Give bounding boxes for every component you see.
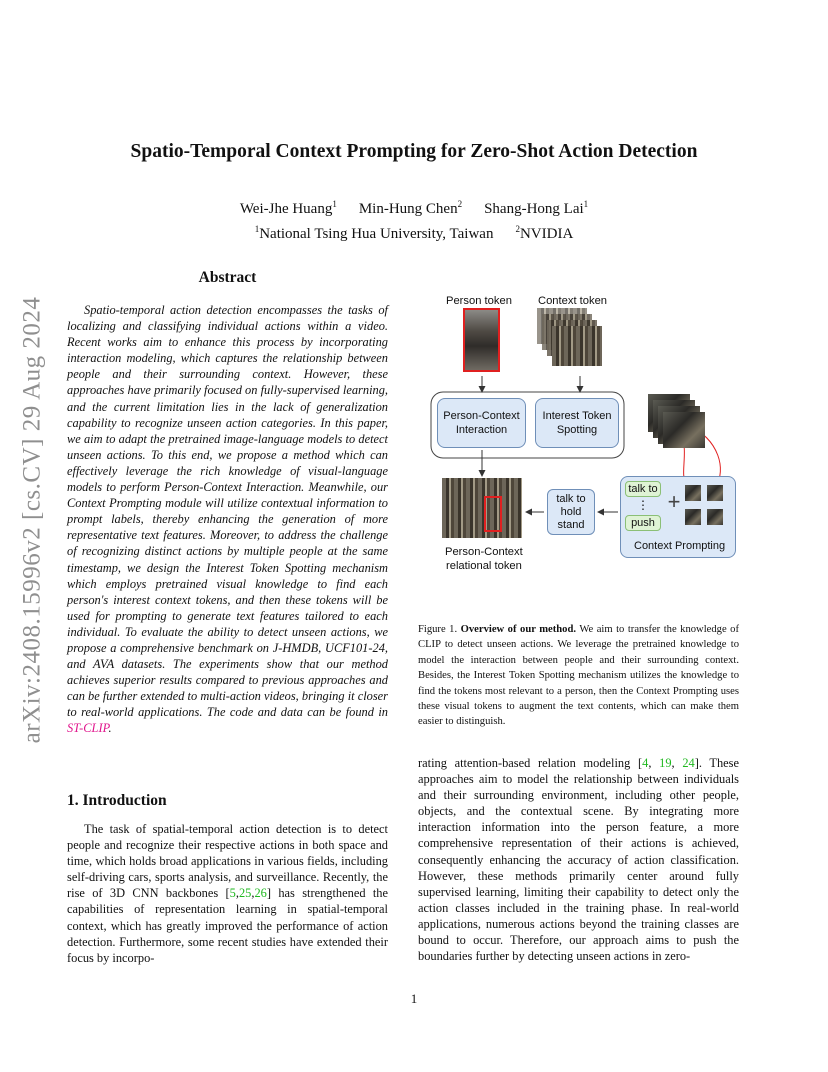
relational-token-label-1: Person-Context — [445, 546, 523, 558]
its-line-2: Spotting — [556, 424, 598, 436]
affiliation-line — [0, 219, 828, 244]
context-frame-4 — [552, 326, 602, 366]
figure-overview — [420, 290, 740, 580]
action-label-stand: stand — [557, 518, 585, 531]
figure-caption — [418, 622, 739, 730]
intro-left-column: The task of spatial-temporal action detection is to detect people and recognize their respective actions in both space and time, which holds broad applications in various fields, including self-driving cars, sports analysis, and surveillance. Recently, the rise of 3D CNN backbones [5,25,26] has strengthened the capabilities of representation learning in spatial-temporal context, which has greatly improved the performance of action detection. Furthermore, some recent studies have extended their focus by incorpo- — [67, 822, 388, 965]
token-stack-4 — [663, 412, 705, 448]
intro-right-text-b: ]. These approaches aim to model the relationship between individuals and their surrounding environment, including other people, objects, and the contextual scene. By integrating more interaction information into the person feature, a more comprehensive representation of their actions is achieved, consequently enhancing the accuracy of action classification. However, these methods primarily center around fully supervised learning, limiting their capability to detect only the action classes included in the training phase. In real-world applications, numerous actions beyond the training classes are bound to occur. Therefore, our approach aims to push the boundaries further by detecting unseen actions in zero- — [418, 756, 739, 964]
relational-token-image — [442, 478, 522, 538]
its-line-1: Interest Token — [542, 410, 612, 422]
affiliation-2-sup: 2 — [515, 224, 520, 234]
person-token-image — [463, 308, 500, 372]
intro-left-text-a: The task of spatial-temporal action detection is to detect people and recognize their respective actions in both space and time, which holds broad applications in various fields, including self-driving cars, sports analysis, and surveillance. Recently, the rise of 3D CNN backbones [ — [67, 822, 388, 901]
visual-token-4 — [707, 509, 723, 525]
arxiv-side-stamp — [12, 280, 52, 760]
code-link[interactable]: ST-CLIP — [67, 721, 109, 736]
abstract-end: . — [108, 721, 112, 736]
citation-25[interactable]: 25 — [238, 886, 252, 901]
action-label-talk-to: talk to — [556, 492, 586, 505]
prompt-ellipsis: ⋮ — [637, 498, 649, 512]
intro-right-column: rating attention-based relation modeling [4, 19, 24]. These approaches aim to model the relationship between individuals and their surrounding environment, including other people, objects, and the contextual scene. By integrating more interaction information into the person feature, a more comprehensive representation of their actions is achieved, consequently enhancing the accuracy of action classification. However, these methods primarily center around fully supervised learning, limiting their capability to detect only the action classes included in the training phase. In real-world applications, numerous actions beyond the training classes are bound to occur. Therefore, our approach aims to push the boundaries further by detecting unseen actions in zero- — [418, 756, 739, 964]
caption-label: Figure 1. — [418, 624, 458, 635]
abstract-body — [67, 302, 388, 737]
affiliation-1: National Tsing Hua University, Taiwan — [259, 226, 494, 242]
person-token-label: Person token — [446, 295, 512, 307]
intro-left-text-b: ] has strengthened the capabilities of representation learning in spatial-temporal context, which has greatly improved the performance of action detection. Furthermore, some recent studies have extended their focus by incorpo- — [67, 886, 388, 965]
action-labels-box — [547, 489, 595, 535]
citation-5[interactable]: 5 — [229, 886, 236, 901]
citation-19[interactable]: 19 — [659, 756, 672, 770]
citation-4[interactable]: 4 — [642, 756, 649, 770]
author-2-sup: 2 — [457, 199, 463, 209]
visual-token-1 — [685, 485, 701, 501]
abstract-heading: Abstract — [198, 269, 257, 286]
intro-right-text-a: rating attention-based relation modeling [ — [418, 756, 643, 770]
author-3: Shang-Hong Lai — [484, 201, 584, 217]
caption-bold: Overview of our method. — [460, 624, 577, 635]
pci-line-1: Person-Context — [443, 410, 520, 422]
caption-text: We aim to transfer the knowledge of CLIP to detect unseen actions. We leverage the pretrained knowledge to model the interaction between people and their surrounding context. Besides, the Interest Token Spotting mechanism utilizes the knowledge to find the tokens most relevant to a person, then the Context Prompting uses these visual tokens to augment the text contents, which can make them easier to distinguish. — [418, 624, 739, 728]
person-context-interaction-box — [437, 398, 526, 448]
prompt-push: push — [625, 515, 661, 531]
author-1-sup: 1 — [332, 199, 337, 209]
affiliation-2: NVIDIA — [519, 226, 574, 242]
pci-line-2: Interaction — [455, 424, 508, 436]
plus-icon: + — [667, 489, 681, 514]
context-prompting-label: Context Prompting — [634, 540, 726, 552]
author-2: Min-Hung Chen — [358, 201, 458, 217]
author-line — [0, 194, 828, 219]
page-number: 1 — [410, 991, 418, 1006]
visual-token-2 — [707, 485, 723, 501]
affiliation-1-sup: 1 — [254, 224, 260, 234]
citation-26[interactable]: 26 — [254, 886, 267, 901]
author-3-sup: 1 — [583, 199, 589, 209]
section-heading-introduction: 1. Introduction — [67, 792, 167, 809]
author-block — [0, 194, 828, 244]
arxiv-stamp-text: arXiv:2408.15996v2 [cs.CV] 29 Aug 2024 — [18, 296, 45, 744]
citation-24[interactable]: 24 — [682, 756, 695, 770]
author-1: Wei-Jhe Huang — [239, 201, 333, 217]
abstract-text: Spatio-temporal action detection encompasses the tasks of localizing and classifying individual actions within a video. Recent works aim to enhance this process by incorporating interaction modeling, which captures the relationship between people and their surrounding context. However, these approaches have primarily focused on fully-supervised learning, and the current limitation lies in the lack of generalization capability to recognize unseen action categories. In this paper, we aim to adapt the pretrained image-language models to detect unseen actions. To this end, we propose a method which can effectively leverage the rich knowledge of visual-language models to perform Person-Context Interaction. Meanwhile, our Context Prompting module will utilize contextual information to prompt labels, thereby enhancing the generation of more representative text features. Moreover, to address the challenge of recognizing distinct actions by multiple people at the same timestamp, we design the Interest Token Spotting mechanism which employs pretrained visual knowledge to find each person's interest context tokens, and then these tokens will be used for prompting to generate text features tailored to each individual. To evaluate the ability to detect unseen actions, we propose a comprehensive benchmark on J-HMDB, UCF101-24, and AVA datasets. The experiments show that our method achieves superior results compared to previous approaches and can be further extended to multi-action videos, bringing it closer to real-world applications. The code and data can be found in — [67, 303, 388, 720]
context-prompting-box — [620, 476, 736, 558]
person-box-highlight — [484, 496, 502, 532]
action-label-hold: hold — [560, 505, 582, 518]
context-token-label: Context token — [538, 295, 608, 307]
visual-token-3 — [685, 509, 701, 525]
relational-token-label-2: relational token — [446, 560, 522, 572]
prompt-talk-to: talk to — [625, 481, 661, 497]
paper-title: Spatio-Temporal Context Prompting for Zero-Shot Action Detection — [130, 141, 698, 162]
interest-token-spotting-box — [535, 398, 619, 448]
